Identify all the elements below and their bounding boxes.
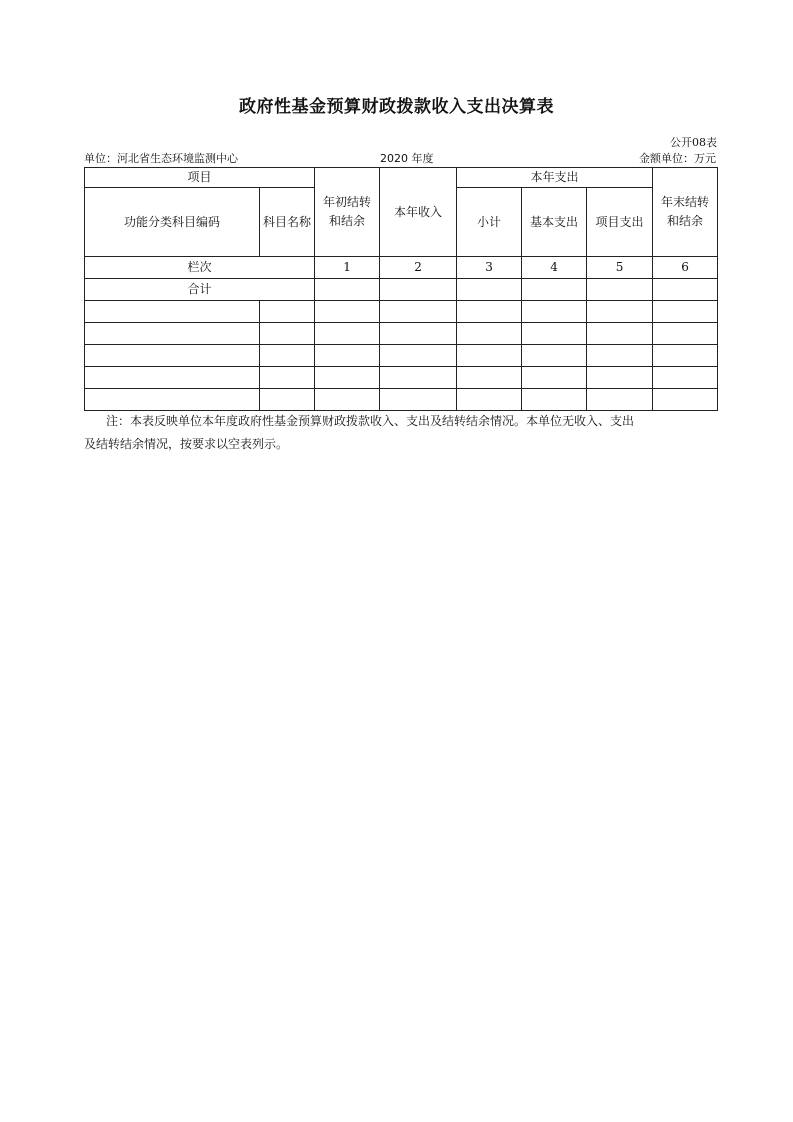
- column-number: 2: [380, 257, 457, 279]
- table-cell: [315, 389, 380, 411]
- header-subject-name: 科目名称: [260, 188, 315, 257]
- column-number: 3: [457, 257, 522, 279]
- amount-unit: 金额单位：万元: [639, 152, 716, 165]
- header-project-expense: 项目支出: [587, 188, 653, 257]
- note-line-1: 注：本表反映单位本年度政府性基金预算财政拨款收入、支出及结转结余情况。本单位无收入、支出: [106, 414, 635, 428]
- table-cell: [457, 389, 522, 411]
- table-cell: [260, 389, 315, 411]
- table-cell: [587, 389, 653, 411]
- header-annual-expense: 本年支出: [457, 168, 653, 188]
- header-closing-balance: 年末结转和结余: [653, 168, 718, 257]
- table-cell: [457, 367, 522, 389]
- report-year: 2020 年度: [380, 152, 434, 165]
- table-cell: [85, 367, 260, 389]
- column-number: 6: [653, 257, 718, 279]
- table-cell: [653, 323, 718, 345]
- table-row: [85, 301, 718, 323]
- header-basic-expense: 基本支出: [522, 188, 587, 257]
- table-cell: [315, 367, 380, 389]
- table-cell: [522, 323, 587, 345]
- fund-budget-table: [84, 167, 718, 411]
- column-number: 4: [522, 257, 587, 279]
- table-cell: [457, 301, 522, 323]
- table-cell: [85, 323, 260, 345]
- table-cell: [85, 389, 260, 411]
- table-cell: [260, 345, 315, 367]
- page-title: 政府性基金预算财政拨款收入支出决算表: [239, 97, 554, 117]
- table-cell: [315, 323, 380, 345]
- table-row: [85, 389, 718, 411]
- table-cell: [522, 345, 587, 367]
- table-cell: [315, 279, 380, 301]
- table-cell: [380, 367, 457, 389]
- header-subtotal: 小计: [457, 188, 522, 257]
- table-cell: [587, 367, 653, 389]
- total-label: 合计: [85, 279, 315, 301]
- table-row: [85, 367, 718, 389]
- table-cell: [653, 367, 718, 389]
- table-cell: [315, 301, 380, 323]
- table-cell: [653, 389, 718, 411]
- header-item: 项目: [85, 168, 315, 188]
- table-cell: [315, 345, 380, 367]
- table-cell: [653, 345, 718, 367]
- table-row: [85, 323, 718, 345]
- table-cell: [587, 279, 653, 301]
- table-cell: [380, 301, 457, 323]
- table-cell: [380, 279, 457, 301]
- table-cell: [587, 323, 653, 345]
- total-row: [85, 279, 718, 301]
- table-row: [85, 345, 718, 367]
- table-cell: [522, 367, 587, 389]
- table-cell: [85, 301, 260, 323]
- form-number: 公开08表: [670, 136, 717, 149]
- header-annual-income: 本年收入: [380, 168, 457, 257]
- table-cell: [260, 301, 315, 323]
- reporting-unit: 单位：河北省生态环境监测中心: [84, 152, 238, 165]
- table-cell: [457, 345, 522, 367]
- table-cell: [380, 345, 457, 367]
- table-cell: [653, 301, 718, 323]
- table-cell: [380, 323, 457, 345]
- table-cell: [457, 279, 522, 301]
- table-cell: [587, 301, 653, 323]
- table-cell: [85, 345, 260, 367]
- table-cell: [380, 389, 457, 411]
- table-cell: [522, 389, 587, 411]
- table-cell: [653, 279, 718, 301]
- column-index-row: [85, 257, 718, 279]
- table-cell: [587, 345, 653, 367]
- header-row-1: [85, 168, 718, 188]
- table-note: [84, 410, 716, 456]
- report-meta: [84, 150, 716, 164]
- table-cell: [260, 323, 315, 345]
- table-cell: [457, 323, 522, 345]
- table-cell: [522, 279, 587, 301]
- column-number: 5: [587, 257, 653, 279]
- column-index-label: 栏次: [85, 257, 315, 279]
- header-opening-balance: 年初结转和结余: [315, 168, 380, 257]
- column-number: 1: [315, 257, 380, 279]
- table-cell: [522, 301, 587, 323]
- header-function-code: 功能分类科目编码: [85, 188, 260, 257]
- note-line-2: 及结转结余情况，按要求以空表列示。: [84, 437, 289, 451]
- table-cell: [260, 367, 315, 389]
